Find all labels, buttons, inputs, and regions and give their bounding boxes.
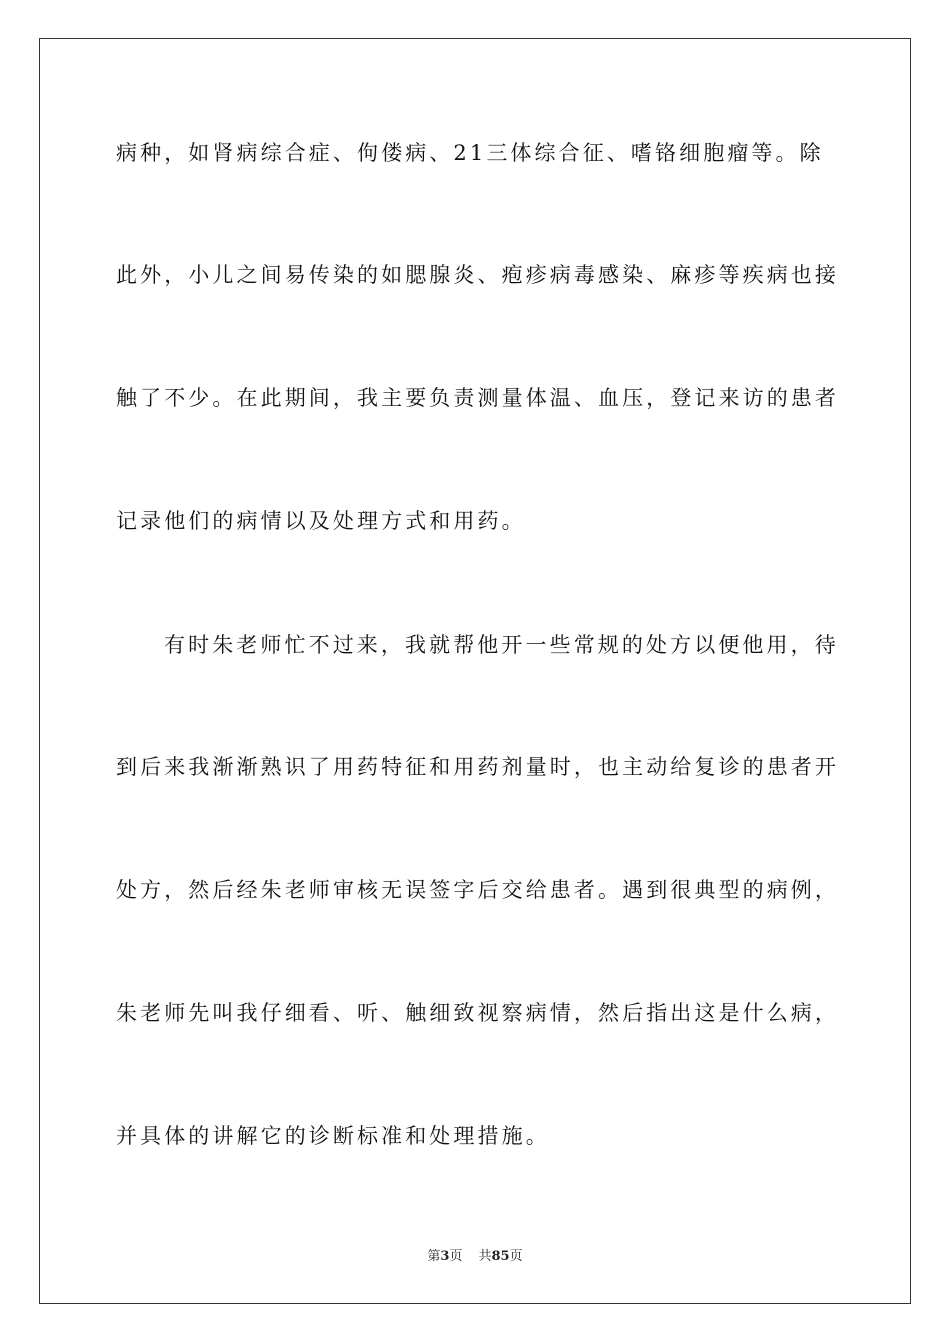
paragraph-line-7: 处方，然后经朱老师审核无误签字后交给患者。遇到很典型的病例， [116, 878, 839, 902]
paragraph-line-3: 触了不少。在此期间，我主要负责测量体温、血压，登记来访的患者 [116, 386, 839, 410]
footer-total-pages: 85 [491, 1249, 510, 1264]
footer-total-suffix: 页 [509, 1249, 523, 1264]
paragraph-line-6: 到后来我渐渐熟识了用药特征和用药剂量时，也主动给复诊的患者开 [116, 755, 839, 779]
footer-page-suffix: 页 [449, 1249, 463, 1264]
paragraph-line-4: 记录他们的病情以及处理方式和用药。 [116, 509, 526, 533]
page-footer [0, 1248, 950, 1266]
footer-page-number: 3 [440, 1249, 450, 1264]
paragraph-line-5: 有时朱老师忙不过来，我就帮他开一些常规的处方以便他用，待 [164, 633, 839, 657]
paragraph-line-1: 病种，如肾病综合症、佝偻病、21三体综合征、嗜铬细胞瘤等。除 [116, 141, 824, 165]
footer-total-prefix: 共 [478, 1249, 492, 1264]
footer-page-prefix: 第 [427, 1249, 441, 1264]
paragraph-line-2: 此外，小儿之间易传染的如腮腺炎、疱疹病毒感染、麻疹等疾病也接 [116, 263, 839, 287]
page-border [39, 38, 911, 1304]
paragraph-line-8: 朱老师先叫我仔细看、听、触细致视察病情，然后指出这是什么病， [116, 1001, 839, 1025]
paragraph-line-9: 并具体的讲解它的诊断标准和处理措施。 [116, 1124, 550, 1148]
